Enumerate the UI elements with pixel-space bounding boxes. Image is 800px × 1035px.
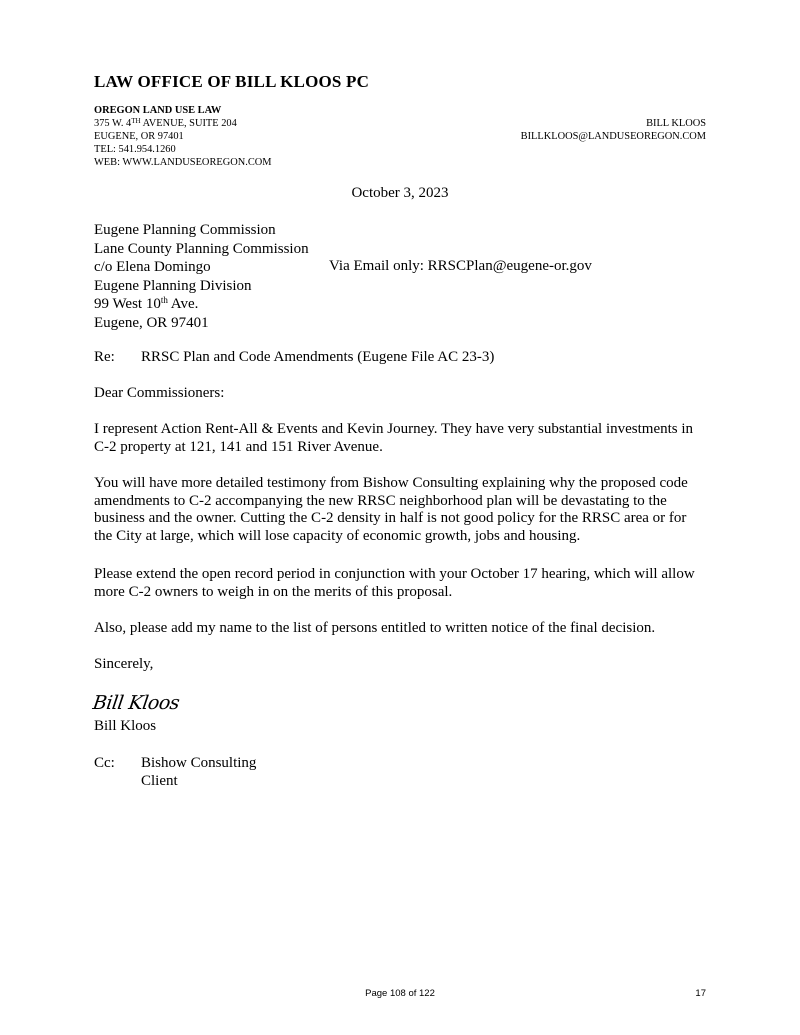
recipient-street: 99 West 10th Ave. <box>94 295 199 312</box>
recipient-line: Eugene Planning Division <box>94 277 252 294</box>
website: WEB: WWW.LANDUSEOREGON.COM <box>94 157 272 168</box>
firm-name: LAW OFFICE OF BILL KLOOS PC <box>94 72 370 91</box>
signer-name: Bill Kloos <box>94 718 157 734</box>
city-state-zip: EUGENE, OR 97401 <box>94 131 184 142</box>
recipient-line: Lane County Planning Commission <box>94 240 309 257</box>
recipient-address <box>94 221 309 332</box>
page-counter: Page 108 of 122 <box>365 988 435 999</box>
letterhead-attorney-block <box>521 117 706 143</box>
handwritten-signature: Bill Kloos <box>91 692 181 714</box>
street-address: 375 W. 4TH AVENUE, SUITE 204 <box>94 117 237 129</box>
recipient-city: Eugene, OR 97401 <box>94 314 209 331</box>
subject-label: Re: <box>94 349 115 365</box>
subject-text: RRSC Plan and Code Amendments (Eugene File AC 23-3) <box>141 349 495 365</box>
cc-recipients <box>141 754 256 790</box>
cc-recipient: Client <box>141 773 178 789</box>
letterhead-address-block <box>94 104 272 169</box>
attorney-email: BILLKLOOS@LANDUSEOREGON.COM <box>520 131 706 142</box>
subject-line <box>94 349 494 366</box>
recipient-line: Eugene Planning Commission <box>94 222 276 238</box>
cc-block <box>94 754 256 790</box>
telephone: TEL: 541.954.1260 <box>94 144 176 155</box>
recipient-line: c/o Elena Domingo <box>94 259 211 275</box>
cc-label: Cc: <box>94 755 115 771</box>
attorney-name: BILL KLOOS <box>646 118 706 129</box>
cc-recipient: Bishow Consulting <box>141 755 257 771</box>
practice-area: OREGON LAND USE LAW <box>94 105 222 116</box>
letter-date: October 3, 2023 <box>351 185 449 201</box>
salutation: Dear Commissioners: <box>94 385 225 401</box>
page-number: 17 <box>695 988 706 999</box>
body-paragraph: You will have more detailed testimony from Bishow Consulting explaining why the proposed code amendments to C-2 accompanying the new RRSC neighborhood plan will be devastating to the business and the owner. Cutting the C-2 density in half is not good policy for the RRSC area or for the City at large, which will lose capacity of economic growth, jobs and housing. <box>94 475 688 544</box>
delivery-method: Via Email only: RRSCPlan@eugene-or.gov <box>329 258 592 274</box>
body-paragraph: I represent Action Rent-All & Events and Kevin Journey. They have very substantial investments in C-2 property at 121, 141 and 151 River Avenue. <box>94 421 694 455</box>
body-paragraph: Please extend the open record period in conjunction with your October 17 hearing, which will allow more C-2 owners to weigh in on the merits of this proposal. <box>94 566 695 600</box>
closing: Sincerely, <box>94 656 154 672</box>
body-paragraph: Also, please add my name to the list of persons entitled to written notice of the final decision. <box>94 620 656 636</box>
